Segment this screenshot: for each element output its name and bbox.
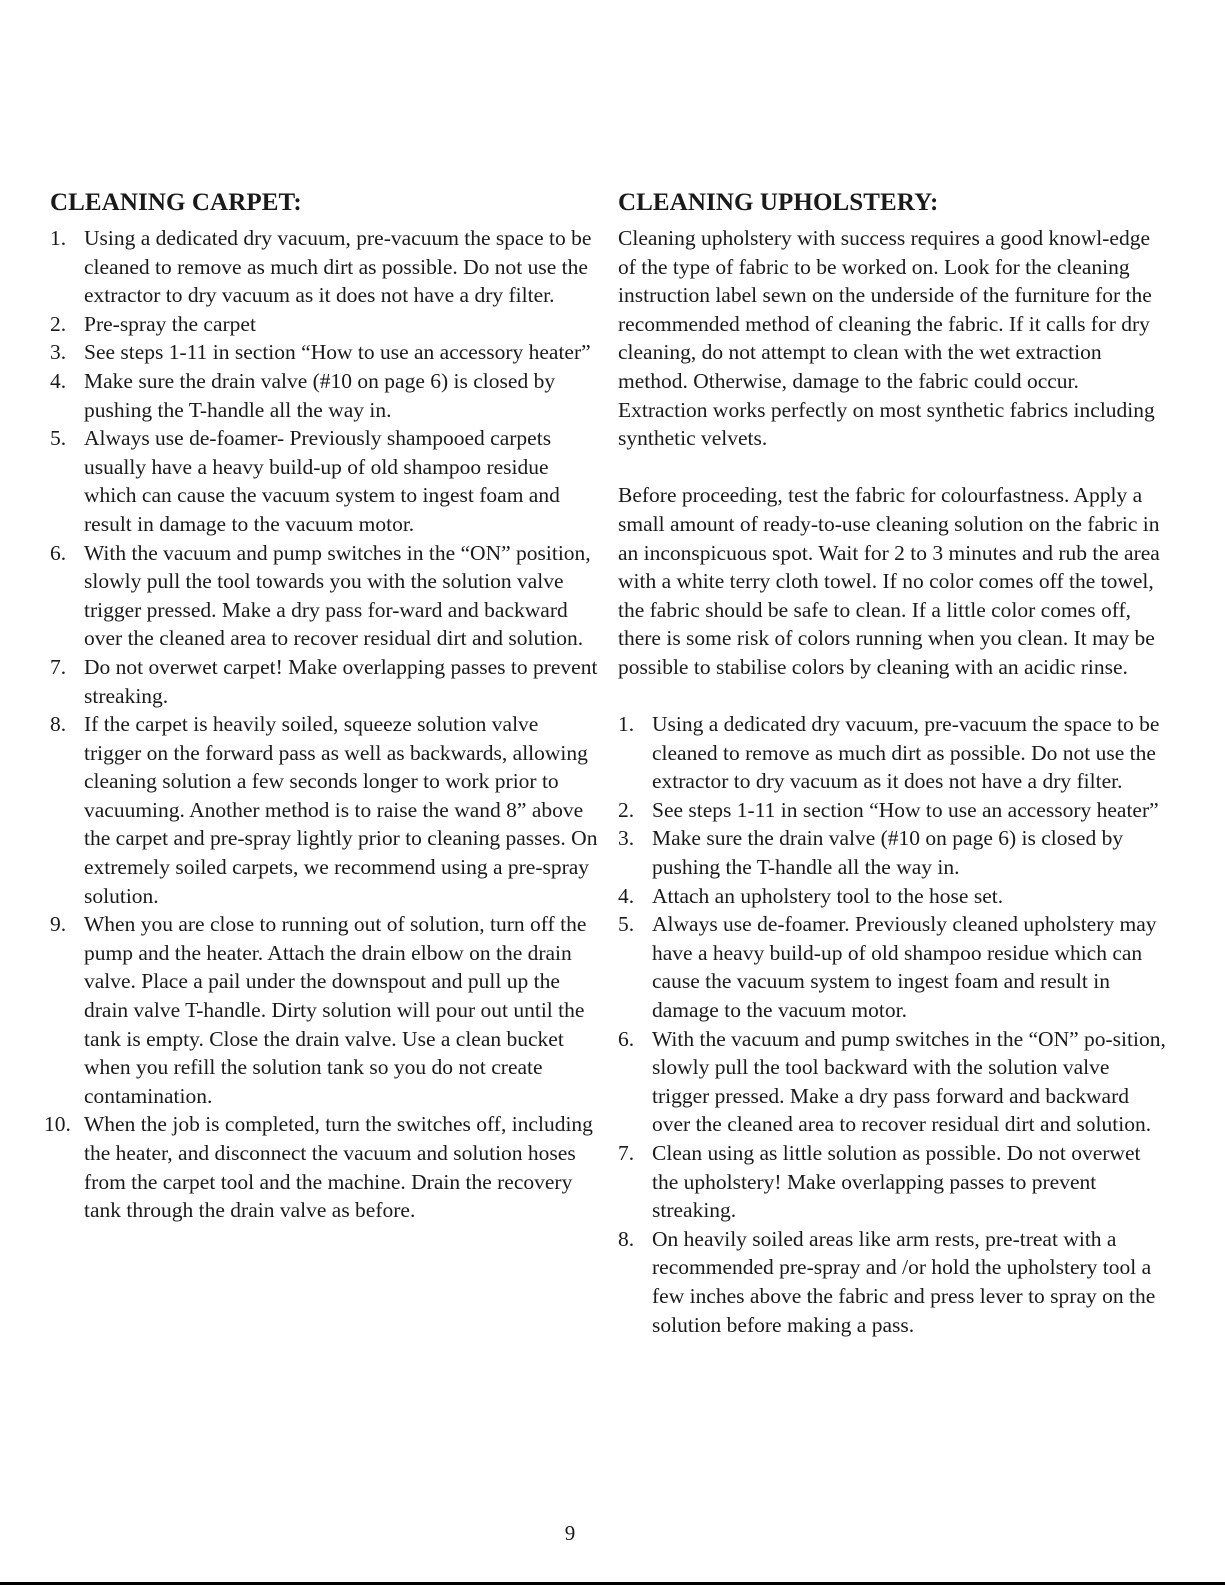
list-item — [50, 539, 598, 653]
list-item — [50, 310, 598, 339]
step-text: Using a dedicated dry vacuum, pre-vacuum the space to be cleaned to remove as much dirt as possible. Do not use the extractor to dry vacuum as it does not have a dry filter. — [84, 226, 592, 308]
step-text: On heavily soiled areas like arm rests, pre-treat with a recommended pre-spray and /or hold the upholstery tool a few inches above the fabric and press lever to spray on the solution before making a pass. — [652, 1226, 1156, 1337]
list-item — [50, 338, 598, 367]
step-number: 8. — [618, 1226, 635, 1251]
step-number: 5. — [618, 912, 635, 937]
step-text: With the vacuum and pump switches in the “ON” position, slowly pull the tool towards you with the solution valve trigger pressed. Make a dry pass for-ward and backward over the cleaned area to recover residual dirt and solution. — [84, 540, 591, 651]
step-number: 4. — [618, 883, 635, 908]
upholstery-steps-list — [618, 710, 1170, 1339]
list-item — [618, 1139, 1170, 1225]
carpet-heading: CLEANING CARPET: — [50, 189, 302, 216]
list-item — [618, 796, 1170, 825]
step-number: 5. — [50, 426, 67, 451]
step-text: Make sure the drain valve (#10 on page 6) is closed by pushing the T-handle all the way in. — [652, 826, 1124, 880]
list-item — [44, 1110, 598, 1224]
list-item — [618, 1025, 1170, 1139]
upholstery-heading: CLEANING UPHOLSTERY: — [618, 189, 939, 216]
carpet-steps-list — [44, 224, 598, 1225]
step-text: See steps 1-11 in section “How to use an accessory heater” — [84, 340, 591, 365]
list-item — [50, 710, 598, 910]
step-text: When the job is completed, turn the switches off, including the heater, and disconnect the vacuum and solution hoses from the carpet tool and the machine. Drain the recovery tank through the drain valve as before. — [84, 1112, 593, 1223]
list-item — [618, 882, 1170, 911]
step-text: When you are close to running out of solution, turn off the pump and the heater. Attach the drain elbow on the drain valve. Place a pail under the downspout and pull up the drain valve T-handle. Dirty solution will pour out until the tank is empty. Close the drain valve. Use a clean bucket when you refill the solution tank so you do not create contamination. — [84, 912, 587, 1108]
step-text: Attach an upholstery tool to the hose set. — [652, 883, 1004, 908]
step-number: 2. — [50, 311, 67, 336]
upholstery-section — [618, 186, 1170, 1339]
step-number: 6. — [618, 1026, 635, 1051]
list-item — [50, 424, 598, 538]
step-text: Clean using as little solution as possible. Do not overwet the upholstery! Make overlapping passes to prevent streaking. — [652, 1141, 1141, 1223]
step-number: 3. — [618, 826, 635, 851]
step-number: 7. — [618, 1141, 635, 1165]
step-text: Using a dedicated dry vacuum, pre-vacuum the space to be cleaned to remove as much dirt as possible. Do not use the extractor to dry vacuum as it does not have a dry filter. — [652, 712, 1160, 794]
step-text: See steps 1-11 in section “How to use an accessory heater” — [652, 797, 1159, 822]
step-number: 1. — [618, 712, 635, 737]
step-text: With the vacuum and pump switches in the “ON” po-sition, slowly pull the tool backward with the solution valve trigger pressed. Make a dry pass forward and backward over the cleaned area to recover residual dirt and solution. — [652, 1026, 1166, 1137]
list-item — [50, 367, 598, 424]
list-item — [50, 653, 598, 710]
step-number: 3. — [50, 340, 67, 365]
step-text: Always use de-foamer. Previously cleaned upholstery may have a heavy build-up of old shampoo residue which can cause the vacuum system to ingest foam and result in damage to the vacuum motor. — [652, 912, 1157, 1023]
step-number: 4. — [50, 368, 67, 393]
list-item — [618, 710, 1170, 796]
carpet-section — [44, 186, 598, 1225]
step-number: 8. — [50, 712, 67, 737]
step-text: Always use de-foamer- Previously shampooed carpets usually have a heavy build-up of old shampoo residue which can cause the vacuum system to ingest foam and result in damage to the vacuum motor. — [84, 426, 560, 536]
colourfastness-paragraph: Before proceeding, test the fabric for colourfastness. Apply a small amount of ready-to-use cleaning solution on the fabric in an inconspicuous spot. Wait for 2 to 3 minutes and rub the area with a white terry cloth towel. If no color comes off the towel, the fabric should be safe to clean. If a little color comes off, there is some risk of colors running when you clean. It may be possible to stabilise colors by cleaning with an acidic rinse. — [618, 483, 1160, 679]
list-item — [50, 224, 598, 310]
step-text: Pre-spray the carpet — [84, 311, 256, 336]
step-number: 7. — [50, 654, 67, 679]
step-text: Make sure the drain valve (#10 on page 6) is closed by pushing the T-handle all the way in. — [84, 368, 556, 422]
step-number: 6. — [50, 540, 67, 565]
step-number: 9. — [50, 912, 67, 937]
step-number: 2. — [618, 797, 635, 822]
list-item — [618, 1225, 1170, 1339]
step-number: 1. — [50, 226, 67, 250]
upholstery-intro-paragraph: Cleaning upholstery with success requires a good knowl-edge of the type of fabric to be worked on. Look for the cleaning instruction label sewn on the underside of the furniture for the recommended method of cleaning the fabric. If it calls for dry cleaning, do not attempt to clean with the wet extraction method. Otherwise, damage to the fabric could occur. Extraction works perfectly on most synthetic fabrics including synthetic velvets. — [618, 226, 1155, 451]
step-text: Do not overwet carpet! Make overlapping passes to prevent streaking. — [84, 654, 598, 708]
list-item — [618, 910, 1170, 1024]
step-number: 10. — [44, 1112, 71, 1137]
list-item — [50, 910, 598, 1110]
step-text: If the carpet is heavily soiled, squeeze solution valve trigger on the forward pass as well as backwards, allowing cleaning solution a few seconds longer to work prior to vacuuming. Another method is to raise the wand 8” above the carpet and pre-spray lightly prior to cleaning passes. On extremely soiled carpets, we recommend using a pre-spray solution. — [84, 712, 598, 908]
list-item — [618, 824, 1170, 881]
page-number: 9 — [564, 1521, 576, 1545]
